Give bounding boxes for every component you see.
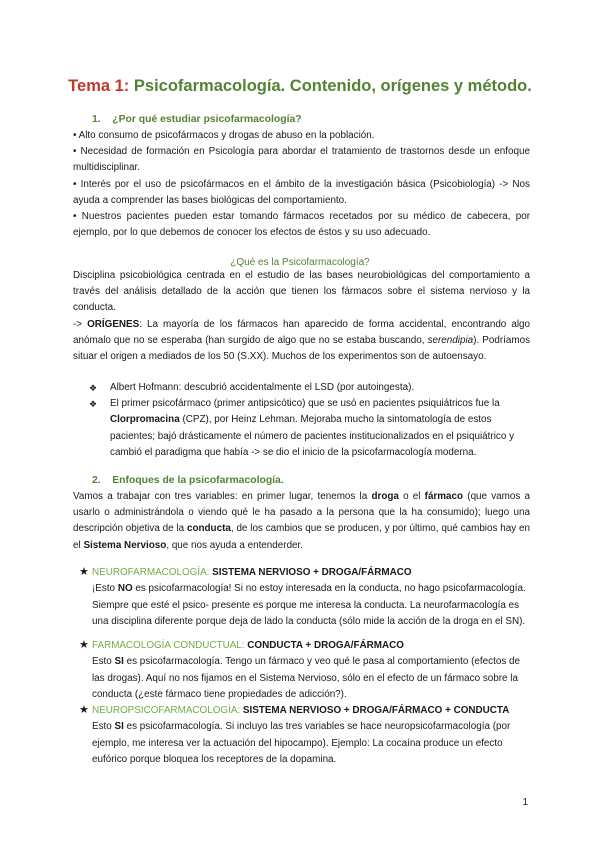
approaches-list [79,565,530,769]
bullet-3: • Interés por el uso de psicofármacos en el ámbito de la investigación básica (Psicobiología) -> Nos ayuda a comprender las bases biológicas del comportamiento. [73,178,530,206]
subheading-que-es: ¿Qué es la Psicofarmacología? [230,257,370,268]
list-item: ❖ El primer psicofármaco (primer antipsicótico) que se usó en pacientes psiquiátricos fue la Clorpromacina (CPZ), por Heinz Lehman. Mejoraba mucho la sintomatología de estos pacientes; bajó drásticamente el número de pacientes institucionalizados en el psiquiátrico y cambió el paradigma que había -> se dio el inicio de la psicofarmacología moderna. [89,398,515,458]
bullet-4: • Nuestros pacientes pueden estar tomando fármacos recetados por su médico de cabecera, por ejemplo, por lo que debemos de conocer los efectos de éstos y su uso adecuado. [73,211,530,239]
star-bullet-icon: ★ [79,704,89,716]
diamond-bullet-icon: ❖ [89,383,98,393]
bullet-1: • Alto consumo de psicofármacos y drogas de abuso en la población. [73,130,375,141]
section-2-paragraph: Vamos a trabajar con tres variables: en primer lugar, tenemos la droga o el fármaco (que vamos a usarlo o administrándola o viendo qué le ha pasado a la persona que la ha consumido); luego una descripción objetiva de la conducta, de los cambios que se producen, y por último, qué cambios hay en el Sistema Nervioso, que nos ayuda a entenderder. [73,491,531,551]
origins-paragraph: -> ORÍGENES: La mayoría de los fármacos han aparecido de forma accidental, encontrando algo anómalo que no se esperaba (han surgido de algo que no se estaba buscando, serendipia). Podríamos situar el origen a mediados de los 50 (S.XX). Muchos de los experimentos son de autoensayo. [73,319,531,363]
page-number: 1 [522,797,528,808]
section-1-heading: 1. ¿Por qué estudiar psicofarmacología? [92,114,302,125]
page-title: Tema 1: Psicofarmacología. Contenido, orígenes y método. [68,77,532,95]
star-bullet-icon: ★ [79,566,89,578]
list-item: ★ FARMACOLOGÍA CONDUCTUAL: CONDUCTA + DROGA/FÁRMACO Esto SI es psicofarmacología. Tengo un fármaco y veo qué le pasa al comportamiento (efectos de las drogas). Aquí no nos fijamos en el Sistema Nervioso, sólo en el efecto de un fármaco sobre la conducta (¿este fármaco tiene propiedades de adicción?). [79,639,521,701]
diamond-bullet-icon: ❖ [89,399,98,410]
section-2-heading: 2. Enfoques de la psicofarmacología. [92,475,284,486]
list-item: ★ NEUROPSICOFARMACOLOGÍA: SISTEMA NERVIOSO + DROGA/FÁRMACO + CONDUCTA Esto SI es psicofarmacología. Si incluyo las tres variables se hace neuropsicofarmacología (por ejemplo, me interesa ver la actuación del hipocampo). Ejemplo: La cocaína produce un efecto eufórico porque bloquea los receptores de la dopamina. [79,704,511,766]
section-1-bullets [73,128,530,241]
origins-list [89,380,529,461]
list-item: ❖ Albert Hofmann: descubrió accidentalmente el LSD (por autoingesta). [97,380,529,396]
definition-paragraph: Disciplina psicobiológica centrada en el estudio de las bases neurobiológicas del comportamiento a través del análisis detallado de la acción que tienen los fármacos sobre el sistema nervioso y la conducta. [73,270,530,314]
list-item: ★ NEUROFARMACOLOGÍA: SISTEMA NERVIOSO + DROGA/FÁRMACO ¡Esto NO es psicofarmacología! Si no estoy interesada en la conducta, no hago psicofarmacología. Siempre que esté el psico- presente es porque me interesa la conducta. La neurofarmacología es una disciplina diferente porque deja de lado la conducta (sólo mide la acción de la droga en el SN). [79,566,526,628]
bullet-2: • Necesidad de formación en Psicología para abordar el tratamiento de trastornos desde un enfoque multidisciplinar. [73,146,530,174]
star-bullet-icon: ★ [79,639,89,651]
